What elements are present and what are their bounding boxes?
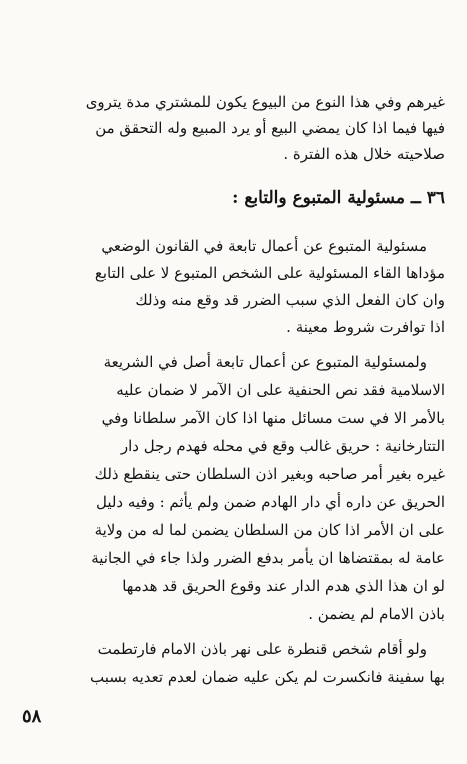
- text-line: وان كان الفعل الذي سبب الضرر قد وقع منه وذلك: [135, 291, 445, 309]
- page-number: ٥٨: [22, 706, 42, 727]
- text-line: بها سفينة فانكسرت لم يكن عليه ضمان لعدم تعديه بسبب: [90, 668, 445, 686]
- text-line: غيرهم وفي هذا النوع من البيوع يكون للمشتري مدة يتروى: [85, 93, 445, 111]
- text-line: ولمسئولية المتبوع عن أعمال تابعة أصل في الشريعة: [103, 353, 427, 371]
- text-line: غيره بغير أمر صاحبه وبغير اذن السلطان حتى ينقطع ذلك: [94, 465, 445, 483]
- section-heading: ٣٦ ــ مسئولية المتبوع والتابع :: [232, 188, 445, 208]
- text-line: الحريق عن داره أي دار الهادم ضمن ولم يأثم : وفيه دليل: [95, 493, 445, 511]
- text-line: اذا توافرت شروط معينة .: [286, 318, 445, 336]
- text-line: فيها فيما اذا كان يمضي البيع أو يرد المبيع وله التحقق من: [95, 119, 445, 137]
- text-line: لو ان هذا الذي هدم الدار عند وقوع الحريق قد هدمها: [122, 577, 445, 595]
- text-line: الاسلامية فقد نص الحنفية على ان الآمر لا ضمان عليه: [116, 381, 445, 399]
- text-line: على ان الأمر اذا كان من السلطان يضمن لما له من ولاية: [94, 521, 445, 539]
- text-line: عامة له بمقتضاها ان يأمر بدفع الضرر ولذا جاء في الجانية: [91, 549, 445, 567]
- text-line: مؤداها القاء المسئولية على الشخص المتبوع لا على التابع: [94, 264, 445, 282]
- text-line: باذن الامام لم يضمن .: [308, 605, 445, 623]
- text-line: ولو أقام شخص قنطرة على نهر باذن الامام فارتطمت: [97, 640, 427, 658]
- text-line: بالأمر الا في ست مسائل منها اذا كان الآمر سلطانا وفي: [101, 409, 445, 427]
- text-line: مسئولية المتبوع عن أعمال تابعة في القانون الوضعي: [101, 237, 427, 255]
- text-line: صلاحيته خلال هذه الفترة .: [283, 145, 445, 163]
- text-line: التتارخانية : حريق غالب وقع في محله فهدم رجل دار: [120, 437, 445, 455]
